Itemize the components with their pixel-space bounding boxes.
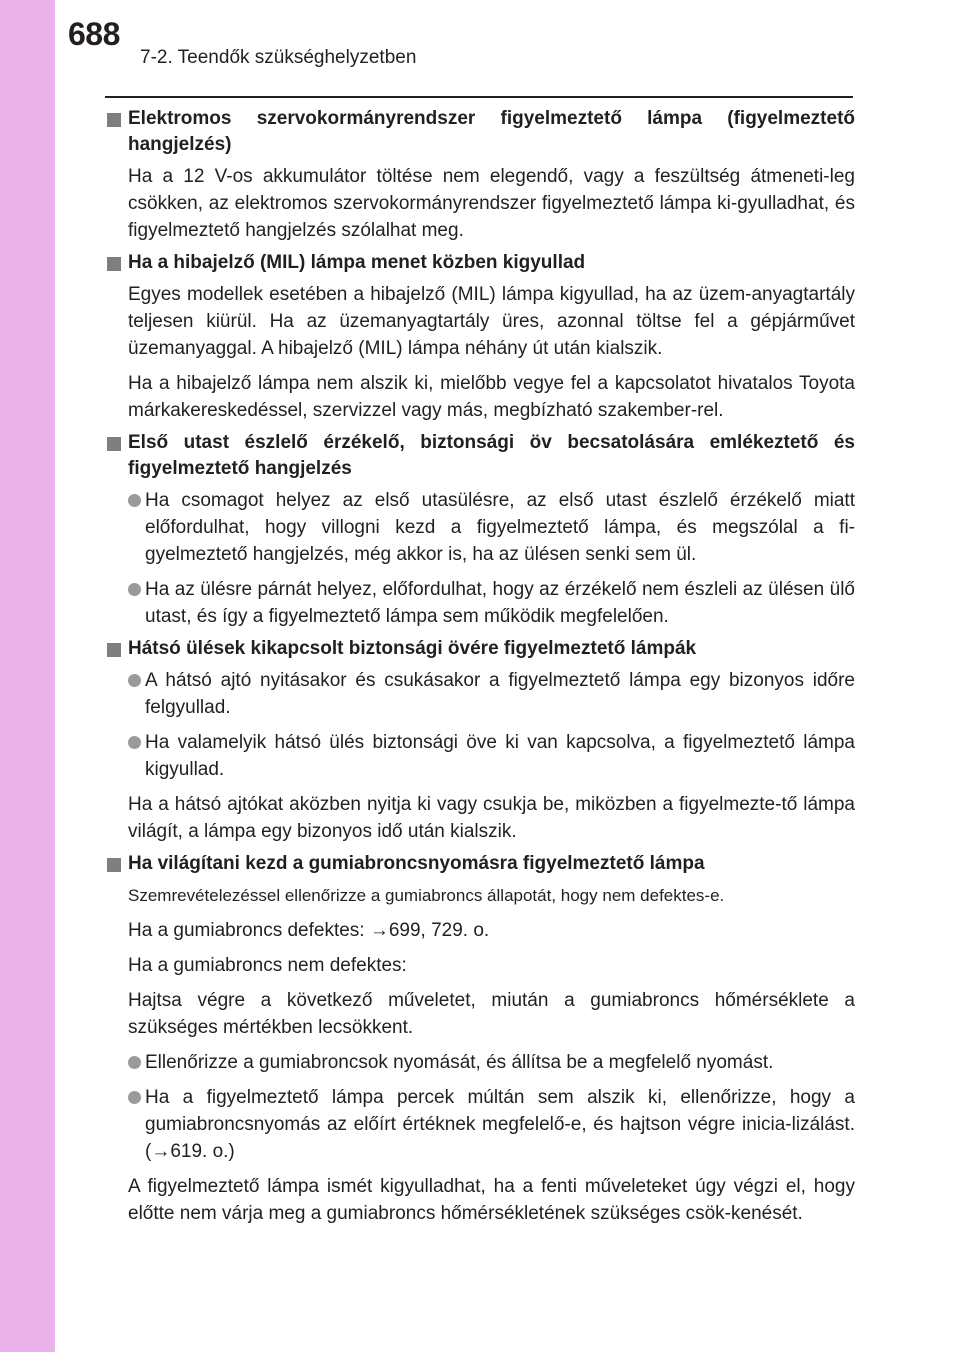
paragraph: Ha a gumiabroncs nem defektes: [128, 955, 407, 976]
paragraph: Hajtsa végre a következő műveletet, miután a gumiabroncs hőmérséklete a szükséges mértékben lecsökkent. [128, 990, 855, 1038]
page-number: 688 [68, 16, 120, 52]
paragraph: A figyelmeztető lámpa ismét kigyulladhat, ha a fenti műveleteket úgy végzi el, hogy előtte nem várja meg a gumiabroncs hőmérsékletének szükséges csök-kenését. [128, 1176, 855, 1224]
list-item: Ha csomagot helyez az első utasülésre, az első utast észlelő érzékelő miatt előfordulhat, hogy villogni kezd a figyelmeztető lámpa, és megszólal a fi-gyelmeztető hangjelzés, még akkor is, ha az ülésen senki sem ül. [105, 487, 855, 568]
square-bullet-icon [107, 858, 121, 872]
list-item: Ha az ülésre párnát helyez, előfordulhat, hogy az érzékelő nem észleli az ülésen ülő utast, és így a figyelmeztető lámpa sem működik megfelelően. [105, 576, 855, 630]
round-bullet-icon [128, 1056, 141, 1069]
section-heading: Elektromos szervokormányrendszer figyelmeztető lámpa (figyelmeztető hangjelzés) [105, 106, 855, 158]
section-heading: Ha a hibajelző (MIL) lámpa menet közben kigyullad [105, 250, 855, 276]
paragraph: Egyes modellek esetében a hibajelző (MIL) lámpa kigyullad, ha az üzem-anyagtartály teljesen kiürül. Ha az üzemanyagtartály üres, azonnal töltse fel a gépjárművet üzemanyaggal. A hibajelző (MIL) lámpa néhány út után kialszik. [128, 284, 855, 359]
paragraph: Ha a gumiabroncs defektes: →699, 729. o. [128, 920, 490, 941]
section-heading: Ha világítani kezd a gumiabroncsnyomásra figyelmeztető lámpa [105, 851, 855, 877]
header-rule [105, 96, 853, 98]
page-content [105, 103, 855, 1227]
side-tab-strip [0, 0, 55, 1352]
section-heading: Első utast észlelő érzékelő, biztonsági öv becsatolására emlékeztető és figyelmeztető hangjelzés [105, 430, 855, 482]
list-item: Ellenőrizze a gumiabroncsok nyomását, és állítsa be a megfelelő nyomást. [105, 1049, 855, 1076]
list-item: A hátsó ajtó nyitásakor és csukásakor a figyelmeztető lámpa egy bizonyos időre felgyullad. [105, 667, 855, 721]
paragraph-small: Szemrevételezéssel ellenőrizze a gumiabroncs állapotát, hogy nem defektes-e. [128, 886, 725, 905]
square-bullet-icon [107, 437, 121, 451]
round-bullet-icon [128, 674, 141, 687]
chapter-title: 7-2. Teendők szükséghelyzetben [140, 47, 417, 68]
round-bullet-icon [128, 736, 141, 749]
list-item: Ha valamelyik hátsó ülés biztonsági öve ki van kapcsolva, a figyelmeztető lámpa kigyullad. [105, 729, 855, 783]
square-bullet-icon [107, 643, 121, 657]
paragraph: Ha a 12 V-os akkumulátor töltése nem elegendő, vagy a feszültség átmeneti-leg csökken, az elektromos szervokormányrendszer figyelmeztető lámpa ki-gyulladhat, és figyelmeztető hangjelzés szólalhat meg. [128, 166, 855, 241]
section-heading: Hátsó ülések kikapcsolt biztonsági övére figyelmeztető lámpák [105, 636, 855, 662]
round-bullet-icon [128, 494, 141, 507]
round-bullet-icon [128, 1091, 141, 1104]
list-item: Ha a figyelmeztető lámpa percek múltán sem alszik ki, ellenőrizze, hogy a gumiabroncsnyomás az előírt értéknek megfelelő-e, és hajtson végre inicia-lizálást. (→619. o.) [105, 1084, 855, 1165]
paragraph: Ha a hibajelző lámpa nem alszik ki, mielőbb vegye fel a kapcsolatot hivatalos Toyota márkakereskedéssel, szervizzel vagy más, megbízható szakember-rel. [128, 373, 855, 421]
round-bullet-icon [128, 583, 141, 596]
square-bullet-icon [107, 113, 121, 127]
square-bullet-icon [107, 257, 121, 271]
paragraph: Ha a hátsó ajtókat aközben nyitja ki vagy csukja be, miközben a figyelmezte-tő lámpa világít, a lámpa egy bizonyos idő után kialszik. [128, 794, 855, 842]
